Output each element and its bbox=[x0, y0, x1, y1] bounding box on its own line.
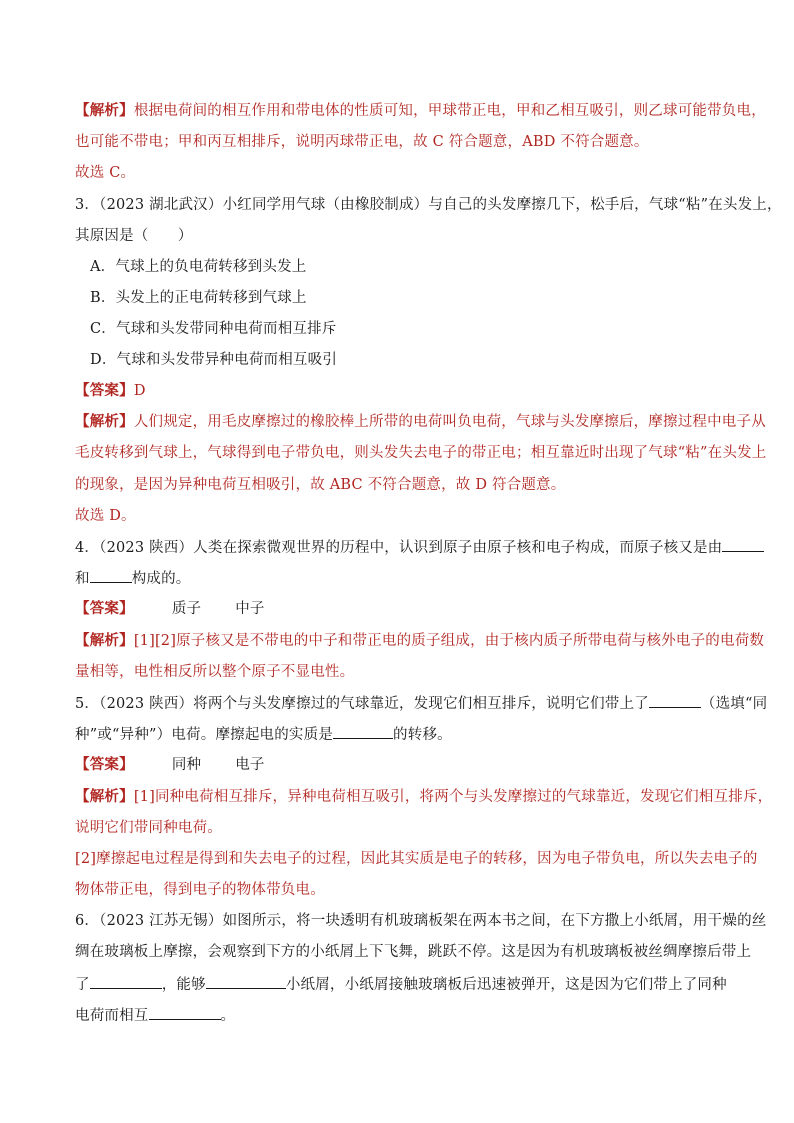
q5-answer-2: 电子 bbox=[235, 757, 265, 773]
analysis-tag: 【解析】 bbox=[75, 413, 134, 430]
q6-blank-1 bbox=[90, 974, 162, 989]
q5-blank-1 bbox=[649, 693, 701, 708]
q6-blank-2 bbox=[206, 974, 286, 989]
q4-answer-2: 中子 bbox=[235, 601, 265, 617]
q4-answer-1: 质子 bbox=[171, 601, 202, 617]
q5-analysis-line3: [2]摩擦起电过程是得到和失去电子的过程，因此其实质是电子的转移，因为电子带负电，所以失去电子的 bbox=[75, 851, 758, 867]
answer-tag: 【答案】 bbox=[75, 756, 134, 773]
q3-analysis-line3: 的现象，是因为异种电荷互相吸引，故 ABC 不符合题意，故 D 符合题意。 bbox=[75, 477, 566, 493]
q6-stem-line1: 6．（2023 江苏无锡）如图所示，将一块透明有机玻璃板架在两本书之间，在下方撒上小纸屑，用干燥的丝 bbox=[75, 913, 767, 929]
q3-answer bbox=[75, 381, 725, 401]
analysis-tag: 【解析】 bbox=[75, 102, 134, 119]
q3-option-b: B．头发上的正电荷转移到气球上 bbox=[90, 290, 307, 306]
q5-analysis-line4: 物体带正电，得到电子的物体带负电。 bbox=[75, 882, 325, 898]
q2-analysis-line1: 【解析】根据电荷间的相互作用和带电体的性质可知，甲球带正电，甲和乙相互吸引，则乙球可能带负电， bbox=[75, 102, 766, 119]
q5-stem-line1: 5．（2023 陕西）将两个与头发摩擦过的气球靠近，发现它们相互排斥，说明它们带上了 （选填“同 bbox=[75, 693, 725, 714]
q3-option-c: C．气球和头发带同种电荷而相互排斥 bbox=[90, 321, 337, 337]
answer-tag: 【答案】 bbox=[75, 600, 134, 617]
q5-stem-line2: 种”或“异种”）电荷。摩擦起电的实质是 的转移。 bbox=[75, 724, 725, 745]
answer-tag: 【答案】 bbox=[75, 382, 134, 399]
q5-analysis-line2: 说明它们带同种电荷。 bbox=[75, 820, 222, 836]
q6-blank-3 bbox=[149, 1005, 221, 1020]
q4-blank-1 bbox=[722, 537, 764, 552]
q6-stem-line4: 电荷而相互 。 bbox=[75, 1005, 725, 1026]
q3-analysis-line2: 毛皮转移到气球上，气球得到电子带负电，则头发失去电子的带正电；相互靠近时出现了气球“粘”在头发上 bbox=[75, 445, 767, 461]
analysis-tag: 【解析】 bbox=[75, 632, 134, 649]
q4-answer bbox=[75, 599, 725, 619]
q6-stem-line3: 了 ，能够 小纸屑，小纸屑接触玻璃板后迅速被弹开，这是因为它们带上了同种 bbox=[75, 974, 725, 995]
q6-stem-line2: 绸在玻璃板上摩擦，会观察到下方的小纸屑上下飞舞，跳跃不停。这是因为有机玻璃板被丝绸摩擦后带上 bbox=[75, 944, 752, 960]
q2-conclusion: 故选 C。 bbox=[75, 165, 136, 181]
analysis-tag: 【解析】 bbox=[75, 788, 134, 805]
q5-blank-2 bbox=[333, 724, 393, 739]
q3-stem-line2: 其原因是（ ） bbox=[75, 228, 193, 244]
q3-stem-line1: 3．（2023 湖北武汉）小红同学用气球（由橡胶制成）与自己的头发摩擦几下，松手后，气球“粘”在头发上， bbox=[75, 197, 782, 213]
q5-answer-1: 同种 bbox=[171, 757, 202, 773]
q3-option-a: A．气球上的负电荷转移到头发上 bbox=[90, 259, 307, 275]
q4-analysis-line1: 【解析】[1][2]原子核又是不带电的中子和带正电的质子组成，由于核内质子所带电荷与核外电子的电荷数 bbox=[75, 632, 765, 649]
q3-analysis-line1: 【解析】人们规定，用毛皮摩擦过的橡胶棒上所带的电荷叫负电荷，气球与头发摩擦后，摩擦过程中电子从 bbox=[75, 413, 766, 430]
q3-conclusion: 故选 D。 bbox=[75, 508, 136, 524]
q3-option-d: D．气球和头发带异种电荷而相互吸引 bbox=[90, 352, 338, 368]
q2-analysis-line2: 也可能不带电；甲和丙互相排斥，说明丙球带正电，故 C 符合题意，ABD 不符合题意。 bbox=[75, 134, 649, 150]
q5-answer bbox=[75, 755, 725, 775]
q3-answer-value: D bbox=[133, 383, 146, 399]
q4-blank-2 bbox=[90, 568, 132, 583]
q4-stem-line2: 和 构成的。 bbox=[75, 568, 725, 589]
q4-analysis-line2: 量相等，电性相反所以整个原子不显电性。 bbox=[75, 664, 355, 680]
q4-stem-line1: 4．（2023 陕西）人类在探索微观世界的历程中，认识到原子由原子核和电子构成，而原子核又是由 bbox=[75, 537, 725, 558]
q5-analysis-line1: 【解析】[1]同种电荷相互排斥，异种电荷相互吸引，将两个与头发摩擦过的气球靠近，发现它们相互排斥， bbox=[75, 788, 773, 805]
